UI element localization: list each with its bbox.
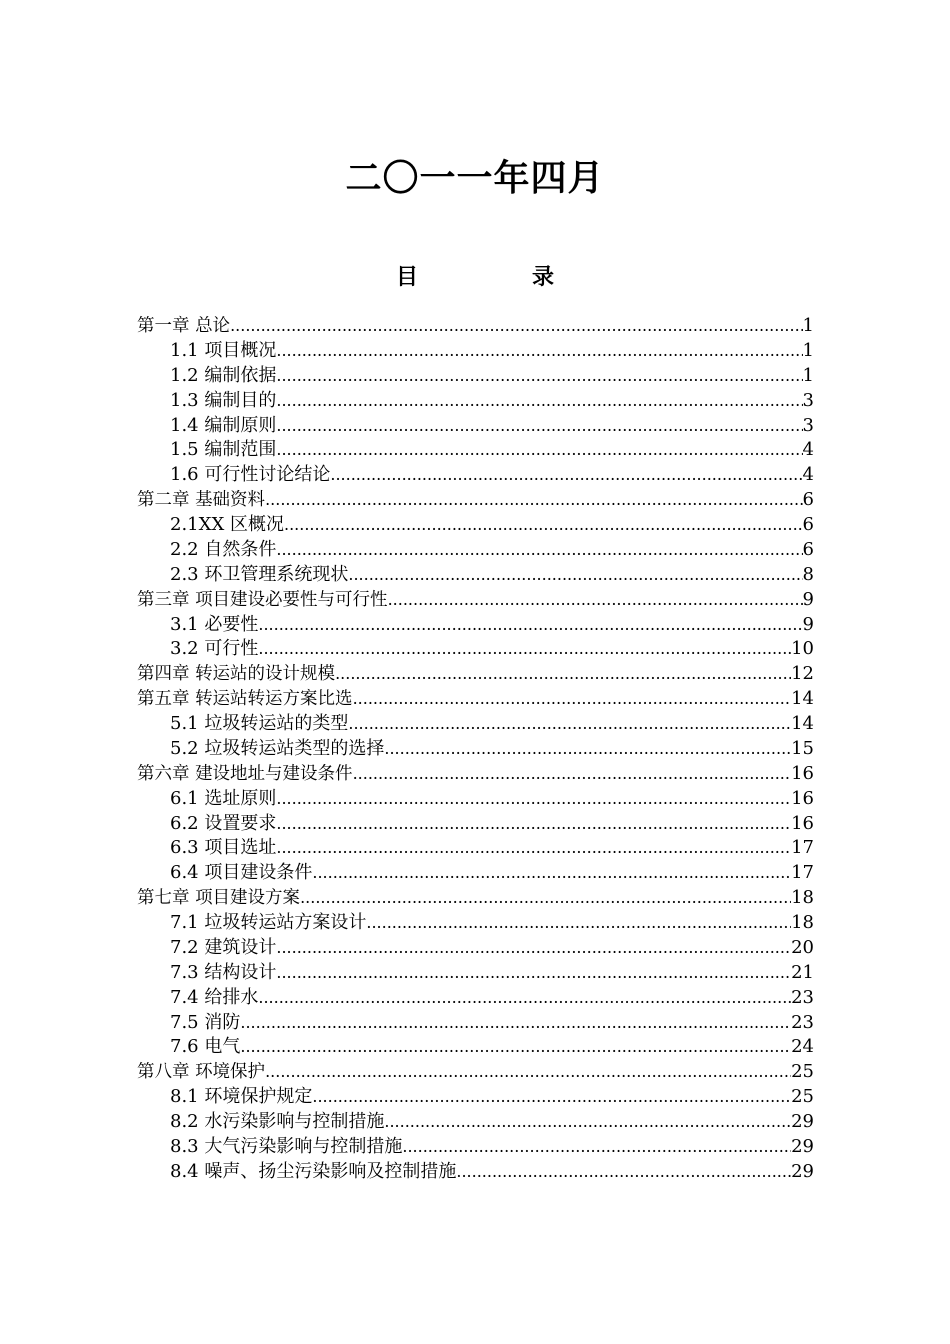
toc-chapter-entry[interactable]: [137, 886, 814, 911]
toc-page-number: 6: [802, 489, 814, 511]
toc-page-number: 9: [802, 613, 814, 635]
toc-entry-label: 1.5 编制范围: [170, 439, 277, 461]
toc-section-entry[interactable]: [137, 787, 814, 812]
toc-chapter-entry[interactable]: [137, 314, 814, 339]
toc-chapter-entry[interactable]: [137, 762, 814, 787]
toc-page-number: 12: [791, 663, 814, 685]
toc-dot-leader: [348, 712, 791, 737]
toc-page-number: 21: [791, 961, 814, 983]
toc-page-number: 4: [802, 464, 814, 486]
toc-page-number: 3: [802, 414, 814, 436]
toc-entry-label: 2.1XX 区概况: [170, 514, 284, 535]
toc-heading-text: 目 录: [395, 265, 600, 290]
toc-entry-label: 7.5 消防: [170, 1011, 241, 1033]
toc-section-entry[interactable]: [137, 414, 814, 439]
toc-section-entry[interactable]: [137, 961, 814, 986]
toc-dot-leader: [312, 1085, 791, 1110]
toc-chapter-entry[interactable]: [137, 488, 814, 513]
toc-chapter-entry[interactable]: [137, 687, 814, 712]
toc-dot-leader: [276, 836, 791, 861]
toc-section-entry[interactable]: [137, 861, 814, 886]
toc-dot-leader: [240, 1011, 791, 1036]
toc-page-number: 14: [791, 688, 814, 710]
date-title: 二〇一一年四月: [345, 158, 605, 199]
toc-dot-leader: [388, 588, 803, 613]
toc-page-number: 18: [791, 887, 814, 909]
toc-dot-leader: [230, 314, 802, 339]
toc-dot-leader: [300, 886, 791, 911]
toc-section-entry[interactable]: [137, 463, 814, 488]
toc-dot-leader: [276, 812, 791, 837]
toc-page-number: 25: [791, 1061, 814, 1083]
toc-entry-label: 1.6 可行性讨论结论: [170, 464, 331, 486]
toc-page-number: 8: [802, 563, 814, 585]
toc-entry-label: 8.3 大气污染影响与控制措施: [170, 1135, 403, 1157]
toc-entry-label: 第六章 建设地址与建设条件: [137, 763, 353, 784]
toc-entry-label: 1.1 项目概况: [170, 339, 277, 361]
toc-dot-leader: [258, 986, 791, 1011]
toc-page-number: 9: [802, 588, 814, 610]
toc-entry-label: 第八章 环境保护: [137, 1062, 266, 1083]
toc-page-number: 1: [802, 315, 814, 336]
toc-page-number: 16: [791, 787, 814, 809]
toc-page-number: 6: [802, 514, 814, 535]
toc-page-number: 1: [802, 364, 814, 386]
toc-page-number: 1: [802, 339, 814, 361]
toc-entry-label: 6.2 设置要求: [170, 812, 277, 834]
toc-page-number: 17: [791, 837, 814, 859]
toc-dot-leader: [276, 438, 802, 463]
toc-page-number: 15: [791, 737, 814, 759]
toc-section-entry[interactable]: [137, 737, 814, 762]
toc-section-entry[interactable]: [137, 836, 814, 861]
toc-page-number: 29: [791, 1160, 814, 1182]
toc-entry-label: 6.3 项目选址: [170, 837, 277, 859]
toc-dot-leader: [348, 563, 802, 588]
toc-entry-label: 8.4 噪声、扬尘污染影响及控制措施: [170, 1160, 457, 1182]
toc-section-entry[interactable]: [137, 1011, 814, 1036]
toc-page-number: 23: [791, 986, 814, 1008]
toc-dot-leader: [240, 1035, 791, 1060]
toc-section-entry[interactable]: [137, 812, 814, 837]
toc-dot-leader: [402, 1135, 791, 1160]
toc-entry-label: 8.1 环境保护规定: [170, 1086, 313, 1108]
toc-entry-label: 第一章 总论: [137, 316, 231, 336]
toc-dot-leader: [335, 662, 791, 687]
toc-section-entry[interactable]: [137, 1135, 814, 1160]
toc-entry-label: 7.1 垃圾转运站方案设计: [170, 912, 367, 933]
toc-dot-leader: [384, 1110, 791, 1135]
toc-page-number: 17: [791, 862, 814, 884]
toc-entry-label: 7.4 给排水: [170, 986, 259, 1008]
toc-section-entry[interactable]: [137, 986, 814, 1011]
toc-dot-leader: [353, 762, 792, 787]
toc-section-entry[interactable]: [137, 637, 814, 662]
toc-section-entry[interactable]: [137, 438, 814, 463]
toc-entry-label: 5.2 垃圾转运站类型的选择: [170, 737, 385, 759]
toc-dot-leader: [276, 339, 802, 364]
toc-chapter-entry[interactable]: [137, 662, 814, 687]
toc-entry-label: 5.1 垃圾转运站的类型: [170, 713, 349, 734]
toc-section-entry[interactable]: [137, 1160, 814, 1185]
toc-section-entry[interactable]: [137, 1035, 814, 1060]
toc-dot-leader: [284, 513, 803, 538]
toc-entry-label: 6.4 项目建设条件: [170, 862, 313, 884]
toc-page-number: 3: [802, 389, 814, 411]
toc-page-number: 20: [791, 936, 814, 958]
toc-dot-leader: [258, 637, 791, 662]
toc-section-entry[interactable]: [137, 538, 814, 563]
toc-dot-leader: [258, 613, 802, 638]
toc-section-entry[interactable]: [137, 513, 814, 538]
toc-dot-leader: [353, 687, 792, 712]
toc-section-entry[interactable]: [137, 1110, 814, 1135]
toc-entry-label: 3.2 可行性: [170, 638, 259, 660]
toc-dot-leader: [312, 861, 791, 886]
toc-section-entry[interactable]: [137, 911, 814, 936]
toc-dot-leader: [276, 961, 791, 986]
toc-dot-leader: [265, 488, 802, 513]
toc-dot-leader: [276, 936, 791, 961]
toc-section-entry[interactable]: [137, 389, 814, 414]
toc-entry-label: 1.4 编制原则: [170, 414, 277, 436]
toc-section-entry[interactable]: [137, 563, 814, 588]
toc-page-number: 14: [791, 713, 814, 734]
toc-page-number: 25: [791, 1086, 814, 1108]
toc-dot-leader: [276, 414, 802, 439]
toc-chapter-entry[interactable]: [137, 588, 814, 613]
toc-dot-leader: [384, 737, 791, 762]
toc-page-number: 23: [791, 1011, 814, 1033]
table-of-contents: [137, 314, 814, 1185]
toc-page-number: 4: [802, 439, 814, 461]
toc-dot-leader: [366, 911, 791, 936]
toc-page-number: 16: [791, 812, 814, 834]
toc-entry-label: 第二章 基础资料: [137, 490, 266, 511]
toc-page-number: 18: [791, 912, 814, 933]
toc-page-number: 29: [791, 1135, 814, 1157]
toc-page-number: 16: [791, 762, 814, 784]
toc-section-entry[interactable]: [137, 364, 814, 389]
toc-section-entry[interactable]: [137, 339, 814, 364]
toc-section-entry[interactable]: [137, 613, 814, 638]
toc-entry-label: 7.2 建筑设计: [170, 936, 277, 958]
toc-entry-label: 2.3 环卫管理系统现状: [170, 563, 349, 585]
toc-entry-label: 3.1 必要性: [170, 613, 259, 635]
toc-entry-label: 1.2 编制依据: [170, 364, 277, 386]
toc-entry-label: 8.2 水污染影响与控制措施: [170, 1111, 385, 1132]
toc-dot-leader: [276, 364, 802, 389]
toc-entry-label: 第三章 项目建设必要性与可行性: [137, 589, 388, 610]
toc-dot-leader: [276, 787, 791, 812]
toc-entry-label: 第四章 转运站的设计规模: [137, 664, 336, 685]
toc-entry-label: 1.3 编制目的: [170, 389, 277, 411]
toc-page-number: 6: [802, 538, 814, 560]
toc-chapter-entry[interactable]: [137, 1060, 814, 1085]
toc-dot-leader: [276, 389, 802, 414]
toc-page-number: 24: [791, 1036, 814, 1058]
toc-dot-leader: [276, 538, 802, 563]
toc-section-entry[interactable]: [137, 936, 814, 961]
toc-entry-label: 7.3 结构设计: [170, 961, 277, 983]
toc-dot-leader: [456, 1160, 791, 1185]
toc-entry-label: 6.1 选址原则: [170, 787, 277, 809]
toc-page-number: 29: [791, 1111, 814, 1132]
toc-entry-label: 7.6 电气: [170, 1036, 241, 1058]
toc-dot-leader: [265, 1060, 791, 1085]
toc-dot-leader: [330, 463, 802, 488]
toc-heading: [0, 262, 950, 294]
toc-section-entry[interactable]: [137, 1085, 814, 1110]
toc-entry-label: 第七章 项目建设方案: [137, 888, 301, 909]
toc-entry-label: 第五章 转运站转运方案比选: [137, 689, 353, 710]
toc-page-number: 10: [791, 638, 814, 660]
toc-entry-label: 2.2 自然条件: [170, 538, 277, 560]
toc-section-entry[interactable]: [137, 712, 814, 737]
